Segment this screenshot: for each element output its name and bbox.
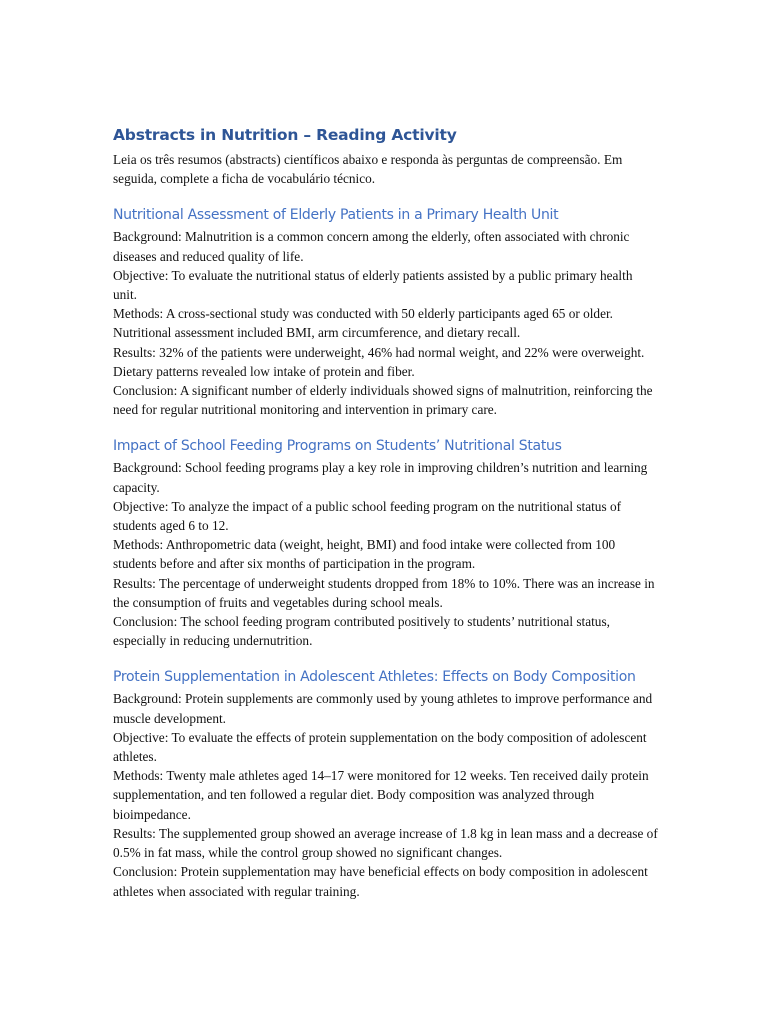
document-page	[113, 124, 658, 901]
intro-paragraph: Leia os três resumos (abstracts) científicos abaixo e responda às perguntas de compreensão. Em seguida, complete a ficha de vocabulário técnico.	[113, 152, 623, 187]
abstract-background: Background: Protein supplements are commonly used by young athletes to improve performance and muscle development.	[113, 691, 653, 726]
abstract-title: Nutritional Assessment of Elderly Patients in a Primary Health Unit	[113, 207, 559, 224]
abstract-background: Background: Malnutrition is a common concern among the elderly, often associated with chronic diseases and reduced quality of life.	[113, 229, 630, 264]
abstract-title: Impact of School Feeding Programs on Students’ Nutritional Status	[113, 438, 562, 455]
abstract-results: Results: The percentage of underweight students dropped from 18% to 10%. There was an increase in the consumption of fruits and vegetables during school meals.	[113, 575, 655, 610]
abstract-methods: Methods: A cross-sectional study was conducted with 50 elderly participants aged 65 or older. Nutritional assessment included BMI, arm circumference, and dietary recall.	[113, 306, 614, 341]
abstract-1	[113, 205, 658, 419]
abstract-objective: Objective: To evaluate the effects of protein supplementation on the body composition of adolescent athletes.	[113, 729, 647, 765]
abstract-conclusion: Conclusion: A significant number of elderly individuals showed signs of malnutrition, reinforcing the need for regular nutritional monitoring and intervention in primary care.	[113, 383, 653, 418]
abstract-methods: Methods: Anthropometric data (weight, height, BMI) and food intake were collected from 100 students before and after six months of participation in the program.	[113, 537, 616, 572]
abstract-results: Results: The supplemented group showed an average increase of 1.8 kg in lean mass and a decrease of 0.5% in fat mass, while the control group showed no significant changes.	[113, 825, 658, 861]
abstract-3	[113, 667, 658, 900]
abstract-conclusion: Conclusion: The school feeding program contributed positively to students’ nutritional status, especially in reducing undernutrition.	[113, 614, 610, 649]
abstract-results: Results: 32% of the patients were underweight, 46% had normal weight, and 22% were overweight. Dietary patterns revealed low intake of protein and fiber.	[113, 344, 645, 379]
abstract-body	[113, 227, 658, 419]
abstract-conclusion: Conclusion: Protein supplementation may have beneficial effects on body composition in adolescent athletes when associated with regular training.	[113, 864, 648, 899]
document-title: Abstracts in Nutrition – Reading Activity	[113, 126, 457, 144]
abstract-body	[113, 689, 658, 900]
abstract-objective: Objective: To evaluate the nutritional status of elderly patients assisted by a public primary health unit.	[113, 267, 633, 303]
abstract-title: Protein Supplementation in Adolescent Athletes: Effects on Body Composition	[113, 669, 636, 686]
abstract-objective: Objective: To analyze the impact of a public school feeding program on the nutritional status of students aged 6 to 12.	[113, 498, 622, 534]
abstract-background: Background: School feeding programs play a key role in improving children’s nutrition and learning capacity.	[113, 460, 648, 495]
abstract-body	[113, 458, 658, 650]
abstract-methods: Methods: Twenty male athletes aged 14–17 were monitored for 12 weeks. Ten received daily protein supplementation, and ten followed a regular diet. Body composition was analyzed through bioimpedance.	[113, 768, 649, 822]
abstract-2	[113, 436, 658, 650]
